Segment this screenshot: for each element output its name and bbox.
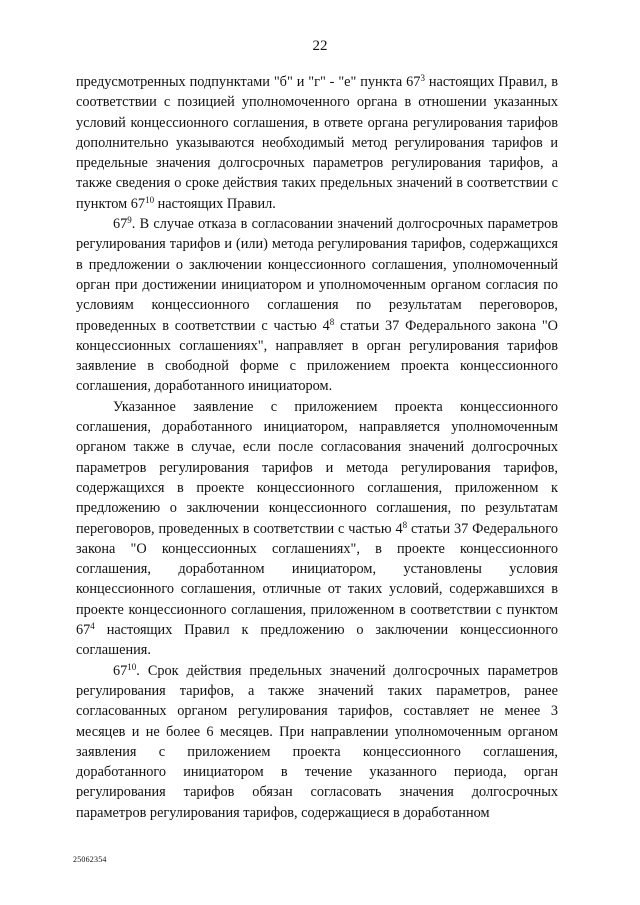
document-id: 25062354 bbox=[73, 855, 107, 864]
document-body bbox=[76, 72, 558, 823]
superscript: 8 bbox=[402, 519, 408, 530]
text-run: . В случае отказа в согласовании значений долгосрочных параметров регулирования тарифов и (или) метода регулирования тарифов, содержащихся в предложении о заключении концессионного соглашения, уполномоченный орган при достижении инициатором и уполномоченным органом согласия по условиям концессионного соглашения по результатам переговоров, проведенных в соответствии с частью 4 bbox=[76, 216, 558, 334]
clause-number: 67 bbox=[113, 662, 128, 679]
text-run: настоящих Правил. bbox=[154, 195, 276, 212]
paragraph-67-10 bbox=[76, 661, 558, 823]
superscript: 9 bbox=[127, 215, 132, 226]
superscript: 3 bbox=[420, 73, 425, 83]
page-number: 22 bbox=[312, 38, 328, 54]
text-run: . Срок действия предельных значений долгосрочных параметров регулирования тарифов, а также значений таких параметров, ранее согласованных органом регулирования тарифов, составляет не менее 3 месяцев и не более 6 месяцев. При направлении уполномоченным органом заявления с приложением проекта концессионного соглашения, доработанного инициатором в течение указанного периода, орган регулирования тарифов обязан согласовать значения долгосрочных параметров регулирования тарифов, содержащиеся в доработанном bbox=[76, 662, 558, 821]
paragraph-statement bbox=[76, 397, 558, 661]
paragraph-continuation bbox=[76, 72, 558, 214]
text-run: предусмотренных подпунктами "б" и "г" - "е" пункта 67 bbox=[76, 74, 421, 90]
superscript: 8 bbox=[329, 316, 335, 327]
text-run: настоящих Правил к предложению о заключении концессионного соглашения. bbox=[76, 622, 558, 659]
paragraph-67-9 bbox=[76, 214, 558, 397]
superscript: 4 bbox=[90, 621, 95, 632]
clause-number: 67 bbox=[113, 216, 128, 233]
text-run: Указанное заявление с приложением проекта концессионного соглашения, доработанного инициатором, направляется уполномоченным органом также в случае, если после согласования значений долгосрочных параметров регулирования тарифов и метода регулирования тарифов, содержащихся в проекте концессионного соглашения, приложенном к предложению о заключении концессионного соглашения, по результатам переговоров, проведенных в соответствии с частью 4 bbox=[76, 398, 558, 537]
text-run: настоящих Правил, в соответствии с позицией уполномоченного органа в отношении указанных условий концессионного соглашения, в ответе органа регулирования тарифов дополнительно указываются необходимый метод регулирования тарифов и предельные значения долгосрочных параметров регулирования тарифов, а также сведения о сроке действия таких предельных значений в соответствии с пунктом 67 bbox=[76, 74, 558, 212]
superscript: 10 bbox=[127, 661, 137, 672]
text-run: статьи 37 Федерального закона "О концессионных соглашениях", в проекте концессионного соглашения, доработанном инициатором, установлены условия концессионного соглашения, отличные от таких условий, содержавшихся в проекте концессионного соглашения, приложенном в соответствии с пунктом 67 bbox=[76, 520, 558, 639]
text-run: статьи 37 Федерального закона "О концессионных соглашениях", направляет в орган регулирования тарифов заявление в свободной форме с приложением проекта концессионного соглашения, доработанного инициатором. bbox=[76, 317, 558, 395]
superscript: 10 bbox=[145, 194, 155, 205]
